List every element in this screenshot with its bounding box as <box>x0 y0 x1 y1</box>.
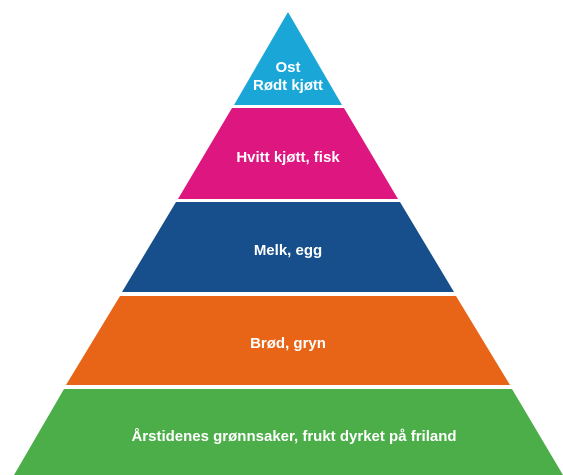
tier-top-label-line-2: Rødt kjøtt <box>253 77 323 94</box>
tier-top-label-line-1: Ost <box>275 59 301 76</box>
tier-3-label: Melk, egg <box>253 242 323 259</box>
tier-4-label: Brød, gryn <box>250 335 326 352</box>
tier-2-label: Hvitt kjøtt, fisk <box>236 149 340 166</box>
tier-base-label: Årstidenes grønnsaker, frukt dyrket på friland <box>131 428 457 445</box>
